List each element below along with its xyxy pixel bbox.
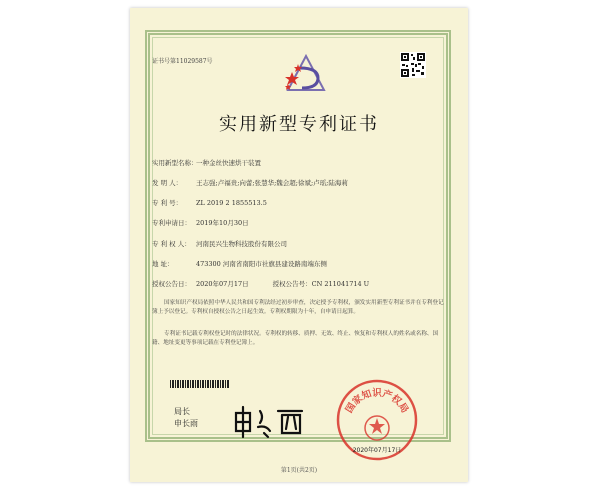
- official-seal-icon: [335, 378, 419, 462]
- page-footer: 第1页(共2页): [280, 467, 318, 474]
- row-inventors: 发 明 人： 王志强;卢福贵;向蕾;张慧华;魏会超;徐斌;卢瑶;陆海莉: [152, 179, 348, 187]
- row-patent-number: 专 利 号： ZL 2019 2 1855513.5: [152, 199, 267, 207]
- patent-certificate: [130, 8, 468, 482]
- row-address: 地 址： 473300 河南省南阳市社旗县建设路南端东侧: [152, 260, 327, 268]
- row-patentee: 专 利 权 人： 河南民兴生物科技股份有限公司: [152, 240, 287, 248]
- director-title: 局长: [174, 407, 190, 416]
- director-signature-icon: [230, 403, 310, 439]
- svg-text:2020年07月17日: 2020年07月17日: [352, 447, 402, 454]
- row-grant-date: 授权公告日： 2020年07月17日 授权公告号：CN 211041714 U: [152, 280, 370, 288]
- row-utility-model-name: 实用新型名称：一种金丝快速烘干装置: [152, 159, 261, 167]
- grant-publication-number: 授权公告号：CN 211041714 U: [272, 280, 370, 288]
- qr-code-icon: [400, 52, 426, 78]
- legal-status-paragraph: 专利证书记载专利权登记时的法律状况。专利权的转移、质押、无效、终止、恢复和专利权人的姓名或名称、国籍、地址变更等事项记载在专利登记簿上。: [152, 331, 439, 347]
- certificate-title: 实用新型专利证书: [219, 114, 379, 135]
- barcode-icon: [170, 380, 230, 388]
- certificate-number: 证书号第11029587号: [152, 58, 213, 65]
- grant-statement-paragraph: 国家知识产权局依照中华人民共和国专利法经过初步审查，决定授予专利权，颁发实用新型专利证书并在专利登记簿上予以登记。专利权自授权公告之日起生效。专利权期限为十年，自申请日起算。: [152, 300, 444, 316]
- svg-text:国家知识产权局: 国家知识产权局: [343, 388, 411, 416]
- patent-office-logo-icon: [280, 52, 332, 98]
- row-application-date: 专利申请日： 2019年10月30日: [152, 219, 249, 227]
- director-name: 申长雨: [174, 419, 198, 428]
